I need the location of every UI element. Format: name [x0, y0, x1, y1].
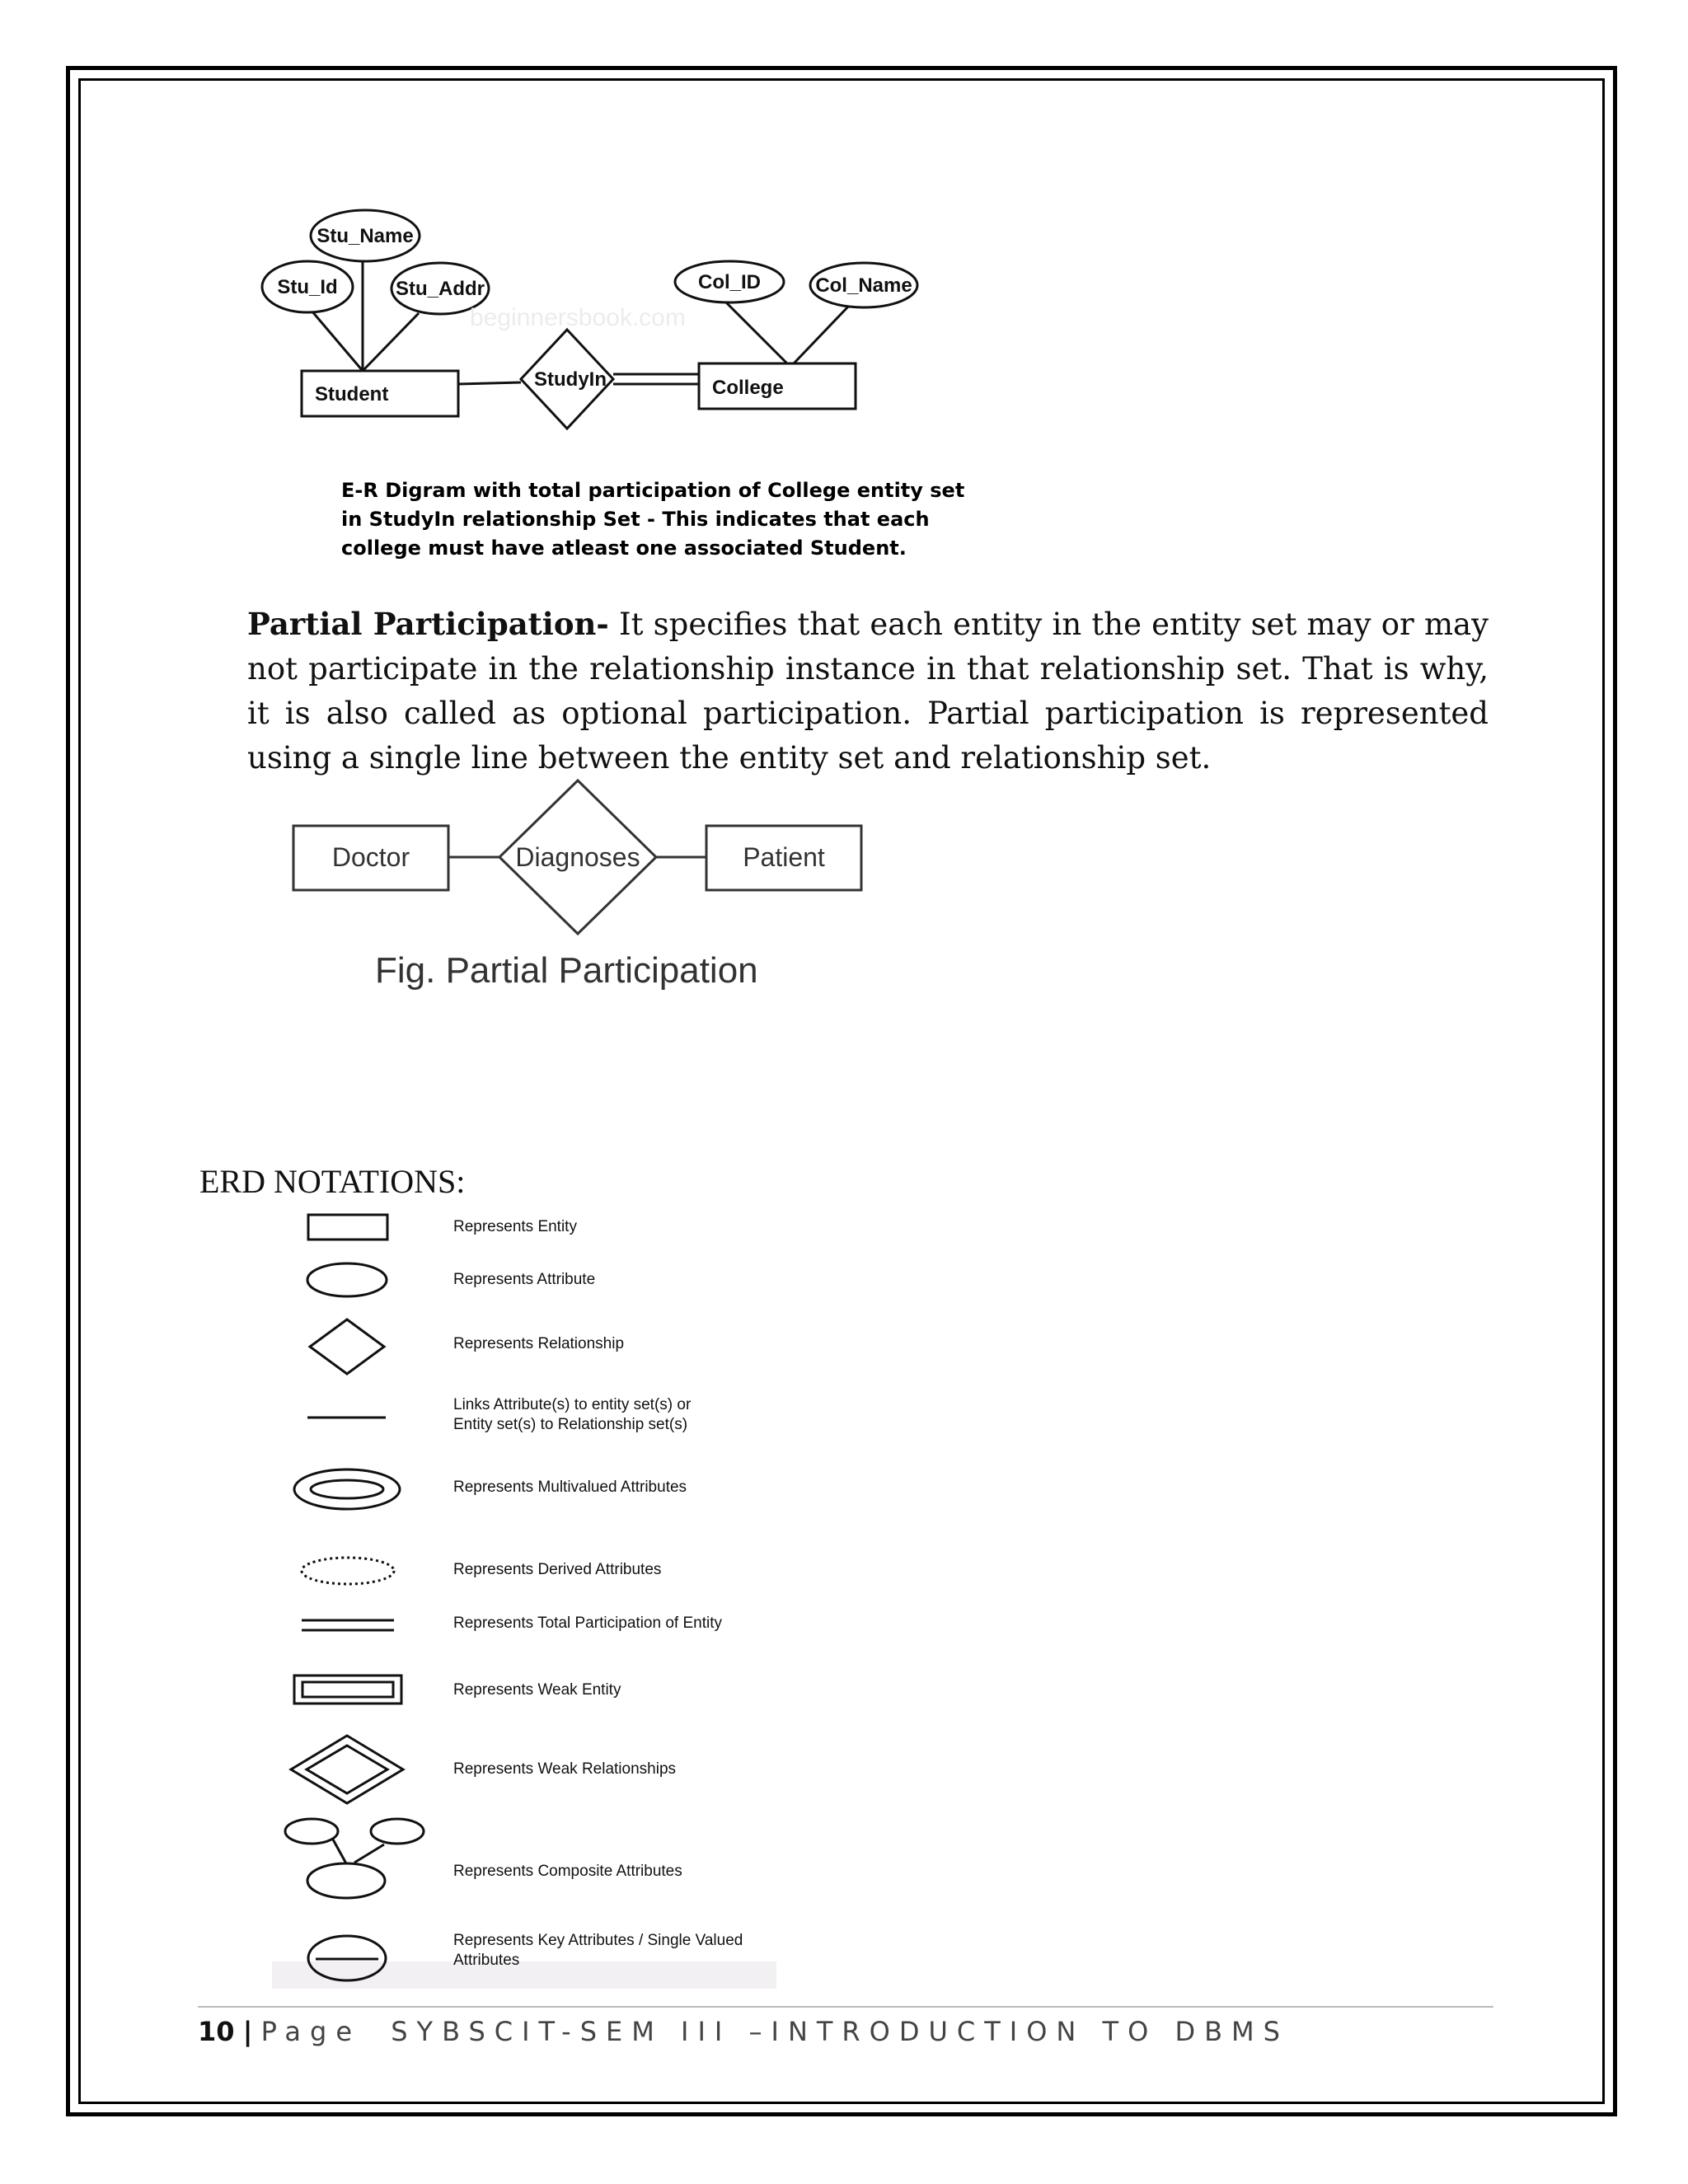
figure2-caption: Fig. Partial Participation	[375, 950, 758, 991]
notation-label: Represents Derived Attributes	[453, 1561, 662, 1578]
relationship-diagnoses: Diagnoses	[515, 842, 640, 872]
notation-label: Represents Relationship	[453, 1335, 625, 1352]
erd-notations-heading: ERD NOTATIONS:	[199, 1163, 466, 1200]
weak-entity-symbol	[294, 1675, 401, 1704]
notation-label: Represents Weak Entity	[453, 1681, 621, 1699]
notation-label	[453, 1931, 743, 1971]
page-word: Page	[260, 2016, 362, 2047]
attribute-col-id: Col_ID	[697, 271, 762, 293]
notation-label: Represents Weak Relationships	[453, 1760, 677, 1778]
partial-participation-paragraph	[247, 602, 1489, 780]
entity-college: College	[712, 377, 784, 399]
notation-label	[453, 1395, 691, 1435]
page-footer	[198, 2016, 1289, 2047]
page-number: 10	[198, 2016, 235, 2047]
entity-patient: Patient	[743, 842, 825, 872]
er-diagram-total-participation	[247, 202, 940, 433]
attribute-symbol	[307, 1263, 387, 1296]
paragraph-body: It specifies that each entity in the entity set may or may not participate in the relationship instance in that relationship set. That is why, it is also called as optional participation. Partial participation is represented using a single line between the entity set and relationship set.	[247, 607, 1489, 776]
relationship-symbol	[310, 1319, 384, 1374]
notation-label: Represents Entity	[453, 1218, 577, 1235]
relationship-studyin: StudyIn	[534, 368, 607, 391]
derived-attribute-symbol	[302, 1558, 394, 1584]
caption-line: E-R Digram with total participation of College entity set	[341, 479, 965, 502]
footer-rule	[198, 2006, 1493, 2008]
attribute-stu-addr: Stu_Addr	[396, 278, 485, 300]
notation-label-line: Represents Key Attributes / Single Valued	[453, 1932, 743, 1949]
notation-label: Represents Total Participation of Entity	[453, 1615, 722, 1632]
caption-line: college must have atleast one associated Student.	[341, 537, 907, 560]
notation-label-line: Links Attribute(s) to entity set(s) or	[453, 1396, 692, 1413]
entity-student: Student	[315, 383, 389, 405]
total-participation-symbol	[302, 1620, 394, 1630]
multivalued-attribute-symbol	[294, 1469, 400, 1509]
entity-doctor: Doctor	[331, 842, 410, 872]
footer-separator: |	[242, 2016, 253, 2047]
notation-label-line: Attributes	[453, 1952, 520, 1969]
caption-line: in StudyIn relationship Set - This indicates that each	[341, 508, 930, 531]
attribute-stu-name: Stu_Name	[316, 225, 414, 247]
notation-label: Represents Attribute	[453, 1271, 596, 1288]
figure1-caption	[341, 476, 964, 563]
attribute-col-name: Col_Name	[815, 274, 912, 297]
notation-label-line: Entity set(s) to Relationship set(s)	[453, 1416, 688, 1433]
watermark: beginnersbook.com	[470, 304, 686, 331]
composite-attribute-symbol	[285, 1819, 424, 1898]
er-diagram-partial-participation	[280, 775, 882, 997]
course-title: SYBSCIT-SEM III –INTRODUCTION TO DBMS	[391, 2016, 1289, 2047]
notation-label: Represents Multivalued Attributes	[453, 1479, 687, 1496]
term-partial-participation: Partial Participation-	[247, 606, 609, 642]
entity-symbol	[308, 1215, 387, 1240]
weak-relationship-symbol	[291, 1736, 403, 1803]
notation-label: Represents Composite Attributes	[453, 1863, 682, 1880]
attribute-stu-id: Stu_Id	[277, 276, 338, 298]
